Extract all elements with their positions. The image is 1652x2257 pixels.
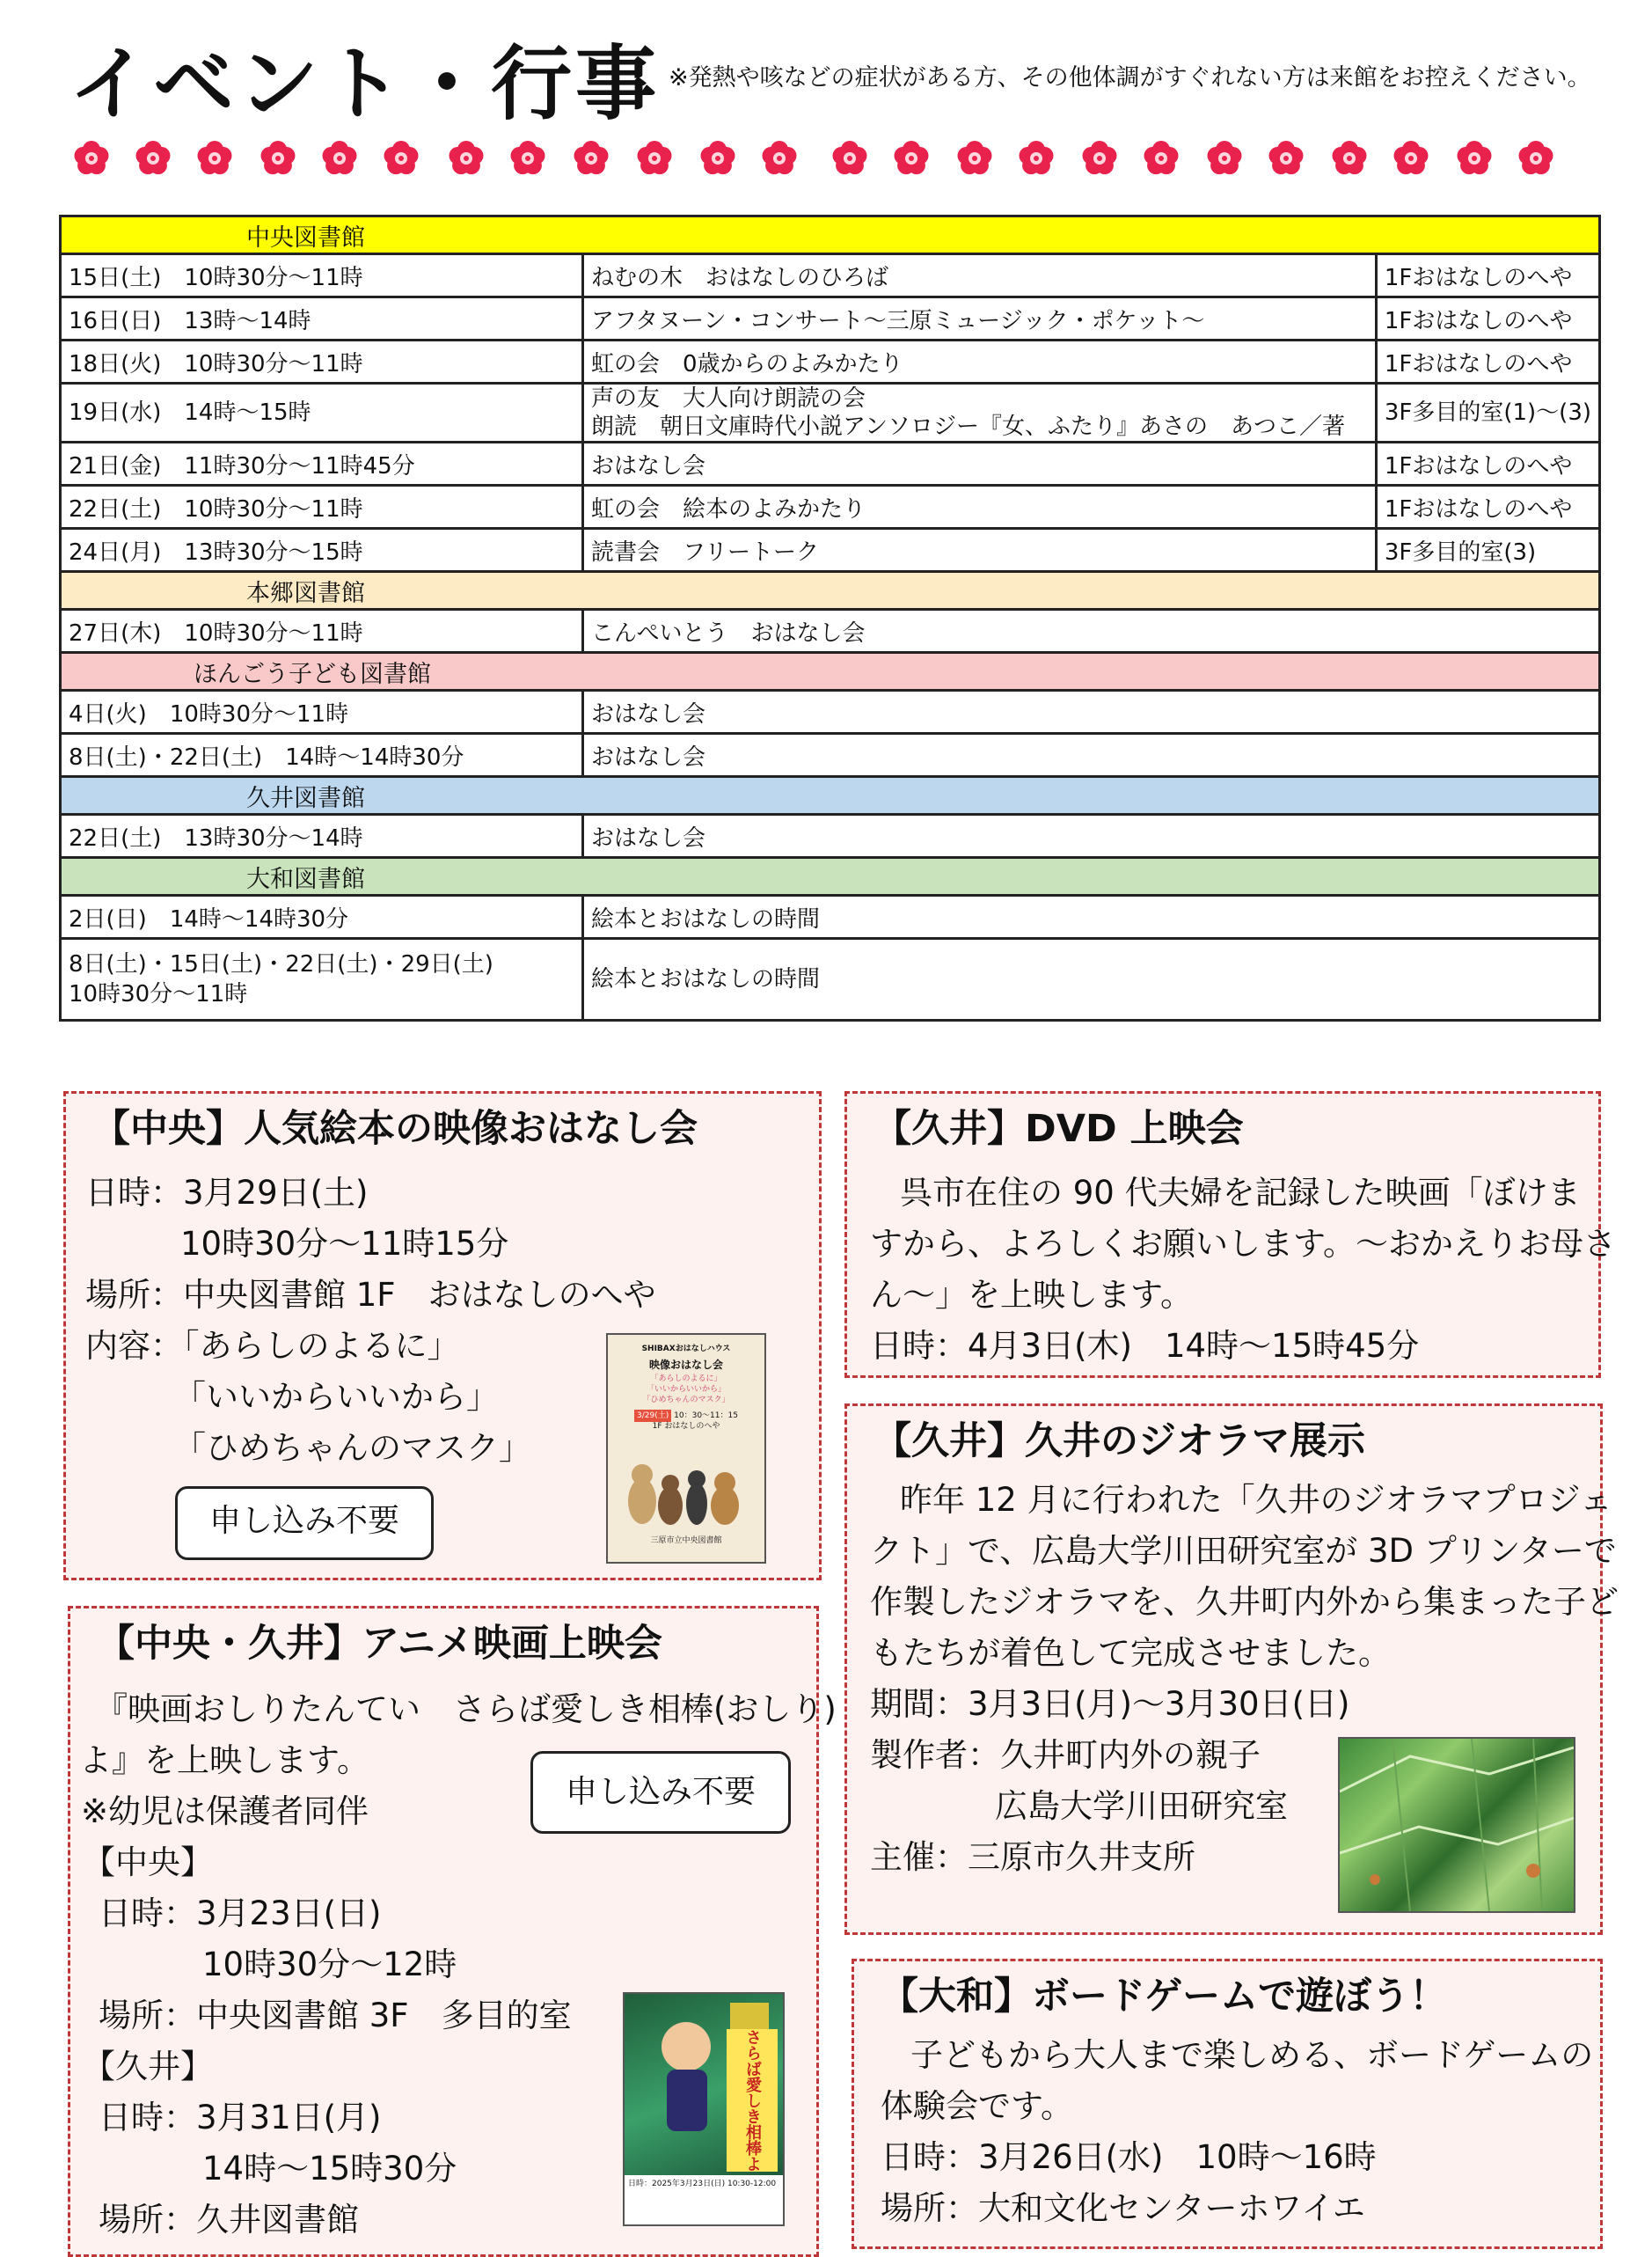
box-line: 【久井】 <box>83 2048 213 2085</box>
row-event: ねむの木 おはなしのひろば <box>583 254 1377 297</box>
board-game-box <box>852 1959 1603 2249</box>
row-date-line1: 8日(土)・15日(土)・22日(土)・29日(土) <box>69 951 493 978</box>
box-line: 『映画おしりたんてい さらば愛しき相棒(おしり) <box>95 1690 837 1728</box>
box-line: もたちが着色して完成させました。 <box>870 1634 1391 1672</box>
section-hongo <box>61 572 1600 610</box>
row-event: アフタヌーン・コンサート〜三原ミュージック・ポケット〜 <box>583 297 1377 341</box>
section-yamato <box>61 858 1600 896</box>
box-line: すから、よろしくお願いします。〜おかえりお母さ <box>870 1225 1617 1263</box>
plum-flower-icon <box>320 139 359 178</box>
box-line: 日時：3月26日(水) 10時〜16時 <box>881 2138 1377 2176</box>
row-event: おはなし会 <box>583 815 1600 858</box>
table-row <box>61 896 1600 939</box>
box-line: 10時30分〜12時 <box>202 1946 457 1983</box>
section-label: 中央図書館 <box>61 216 1600 254</box>
plum-flower-icon <box>635 139 674 178</box>
row-date: 27日(木) 10時30分〜11時 <box>61 610 583 653</box>
box-line: 体験会です。 <box>881 2087 1074 2125</box>
plum-flower-icon <box>508 139 547 178</box>
poster-item: 「あらしのよるに」 <box>650 1374 722 1383</box>
no-registration-button[interactable]: 申し込み不要 <box>530 1751 791 1834</box>
dogs-illustration <box>616 1435 757 1532</box>
box-title: 【大和】ボードゲームで遊ぼう！ <box>881 1975 1448 2019</box>
poster-date: 3/29(土) <box>634 1410 671 1422</box>
poster-time: 10：30〜11：15 <box>674 1411 738 1420</box>
row-date: 8日(土)・22日(土) 14時〜14時30分 <box>61 734 583 777</box>
dvd-screening-box <box>844 1091 1617 1378</box>
table-row <box>61 384 1600 443</box>
table-row <box>61 297 1600 341</box>
box-line: 広島大学川田研究室 <box>995 1787 1288 1825</box>
health-notice: ※発熱や咳などの症状がある方、その他体調がすぐれない方は来館をお控えください。 <box>669 64 1591 92</box>
plum-flower-icon <box>698 139 737 178</box>
poster-header: SHIBAXおはなしハウス <box>641 1345 731 1353</box>
box-line: 日時：3月29日(土) <box>85 1174 369 1212</box>
box-line: 製作者：久井町内外の親子 <box>870 1736 1261 1774</box>
table-row <box>61 486 1600 529</box>
section-label: 本郷図書館 <box>61 572 1600 610</box>
row-place: 1Fおはなしのへや <box>1376 341 1599 384</box>
row-place: 3F多目的室(1)〜(3) <box>1376 384 1599 443</box>
table-row <box>61 691 1600 734</box>
row-date: 21日(金) 11時30分〜11時45分 <box>61 443 583 486</box>
row-date: 22日(土) 10時30分〜11時 <box>61 486 583 529</box>
section-label: 大和図書館 <box>61 858 1600 896</box>
box-title: 【中央・久井】アニメ映画上映会 <box>97 1622 662 1666</box>
row-date: 22日(土) 13時30分〜14時 <box>61 815 583 858</box>
poster-title: 映像おはなし会 <box>648 1359 723 1371</box>
box-line: 「いいからいいから」 <box>173 1378 499 1416</box>
flower-divider <box>72 139 1568 183</box>
row-event: おはなし会 <box>583 734 1600 777</box>
poster-footer: 三原市立中央図書館 <box>650 1536 722 1545</box>
box-line: 昨年 12 月に行われた「久井のジオラマプロジェ <box>900 1481 1612 1519</box>
plum-flower-icon <box>955 139 994 178</box>
poster-item: 「いいからいいから」 <box>646 1385 726 1394</box>
box-title: 【中央】人気絵本の映像おはなし会 <box>92 1107 698 1151</box>
box-line: 場所：大和文化センターホワイエ <box>881 2189 1365 2227</box>
plum-flower-icon <box>447 139 486 178</box>
row-date: 2日(日) 14時〜14時30分 <box>61 896 583 939</box>
row-event: 虹の会 絵本のよみかたり <box>583 486 1377 529</box>
row-date: 15日(土) 10時30分〜11時 <box>61 254 583 297</box>
plum-flower-icon <box>382 139 420 178</box>
row-event: 読書会 フリートーク <box>583 529 1377 572</box>
poster-title: さらば愛しき相棒よ <box>727 2029 778 2172</box>
box-line: 呉市在住の 90 代夫婦を記録した映画「ぼけま <box>900 1174 1581 1212</box>
row-date: 19日(水) 14時〜15時 <box>61 384 583 443</box>
row-event: おはなし会 <box>583 443 1377 486</box>
no-registration-button[interactable]: 申し込み不要 <box>175 1486 434 1560</box>
plum-flower-icon <box>830 139 869 178</box>
plum-flower-icon <box>1392 139 1430 178</box>
box-line: 期間：3月3日(月)〜3月30日(日) <box>870 1685 1350 1723</box>
table-row <box>61 815 1600 858</box>
plum-flower-icon <box>760 139 799 178</box>
anime-screening-box <box>68 1606 837 2257</box>
diorama-photo <box>1338 1737 1575 1913</box>
table-row <box>61 443 1600 486</box>
plum-flower-icon <box>1517 139 1555 178</box>
box-line: 場所：中央図書館 1F おはなしのへや <box>85 1276 656 1314</box>
ehon-screening-box <box>63 1091 822 1580</box>
row-date: 16日(日) 13時〜14時 <box>61 297 583 341</box>
anime-poster-image <box>623 1992 785 2226</box>
plum-flower-icon <box>195 139 234 178</box>
poster-item: 「ひめちゃんのマスク」 <box>642 1396 730 1404</box>
table-row <box>61 529 1600 572</box>
plum-flower-icon <box>72 139 111 178</box>
row-event-line1: 声の友 大人向け朗読の会 <box>591 385 866 412</box>
row-date: 18日(火) 10時30分〜11時 <box>61 341 583 384</box>
box-line: 日時：3月23日(日) <box>99 1894 382 1932</box>
row-event: 絵本とおはなしの時間 <box>583 939 1600 1021</box>
plum-flower-icon <box>134 139 172 178</box>
box-line: 場所：久井図書館 <box>99 2201 359 2239</box>
row-place: 3F多目的室(3) <box>1376 529 1599 572</box>
table-row <box>61 939 1600 1021</box>
plum-flower-icon <box>1017 139 1056 178</box>
plum-flower-icon <box>1142 139 1181 178</box>
row-date: 4日(火) 10時30分〜11時 <box>61 691 583 734</box>
row-event-line2: 朗読 朝日文庫時代小説アンソロジー『女、ふたり』あさの あつこ／著 <box>591 414 1345 440</box>
box-line: 日時：4月3日(木) 14時〜15時45分 <box>870 1327 1420 1365</box>
box-title: 【久井】DVD 上映会 <box>874 1107 1244 1151</box>
row-event: おはなし会 <box>583 691 1600 734</box>
box-line: 作製したジオラマを、久井町内外から集まった子ど <box>870 1583 1619 1621</box>
row-event: 絵本とおはなしの時間 <box>583 896 1600 939</box>
plum-flower-icon <box>259 139 297 178</box>
box-line: 子どもから大人まで楽しめる、ボードゲームの <box>910 2036 1594 2074</box>
box-line: 【中央】 <box>83 1843 213 1881</box>
row-place: 1Fおはなしのへや <box>1376 254 1599 297</box>
poster-place: 1F おはなしのへや <box>652 1422 720 1431</box>
plum-flower-icon <box>1455 139 1494 178</box>
plum-flower-icon <box>1080 139 1119 178</box>
row-date: 24日(月) 13時30分〜15時 <box>61 529 583 572</box>
row-place: 1Fおはなしのへや <box>1376 297 1599 341</box>
section-central <box>61 216 1600 254</box>
event-schedule-table <box>59 215 1601 1022</box>
section-label: 久井図書館 <box>61 777 1600 815</box>
box-line: 日時：3月31日(月) <box>99 2099 382 2136</box>
row-place: 1Fおはなしのへや <box>1376 486 1599 529</box>
row-event: こんぺいとう おはなし会 <box>583 610 1600 653</box>
box-line: ※幼児は保護者同伴 <box>81 1792 369 1830</box>
diorama-terrain-illustration <box>1340 1739 1574 1911</box>
plum-flower-icon <box>892 139 931 178</box>
box-line: よ』を上映します。 <box>79 1741 370 1779</box>
plum-flower-icon <box>1330 139 1369 178</box>
row-event: 虹の会 0歳からのよみかたり <box>583 341 1377 384</box>
box-line: クト」で、広島大学川田研究室が 3D プリンターで <box>870 1532 1617 1570</box>
row-place: 1Fおはなしのへや <box>1376 443 1599 486</box>
poster-footer: 日時：2025年3月23日(日) 10:30-12:00 <box>625 2175 783 2224</box>
row-event <box>583 384 1377 443</box>
box-line: 内容：「あらしのよるに」 <box>85 1327 460 1365</box>
diorama-exhibit-box <box>844 1403 1619 1935</box>
section-hongo-kids <box>61 653 1600 691</box>
row-date <box>61 939 583 1021</box>
box-line: 10時30分〜11時15分 <box>180 1225 509 1263</box>
box-line: 14時〜15時30分 <box>202 2150 457 2187</box>
plum-flower-icon <box>1205 139 1244 178</box>
plum-flower-icon <box>572 139 610 178</box>
table-row <box>61 341 1600 384</box>
table-row <box>61 610 1600 653</box>
box-line: 「ひめちゃんのマスク」 <box>173 1429 531 1467</box>
ehon-poster-image <box>606 1333 766 1564</box>
table-row <box>61 734 1600 777</box>
plum-flower-icon <box>1267 139 1305 178</box>
box-title: 【久井】久井のジオラマ展示 <box>874 1419 1365 1463</box>
box-line: 主催：三原市久井支所 <box>870 1838 1195 1876</box>
table-row <box>61 254 1600 297</box>
row-date-line2: 10時30分〜11時 <box>69 981 248 1008</box>
section-kui <box>61 777 1600 815</box>
box-line: 場所：中央図書館 3F 多目的室 <box>99 1997 572 2034</box>
box-line: ん〜」を上映します。 <box>870 1276 1194 1314</box>
page-title: イベント・行事 <box>69 37 661 131</box>
section-label: ほんごう子ども図書館 <box>61 653 1600 691</box>
